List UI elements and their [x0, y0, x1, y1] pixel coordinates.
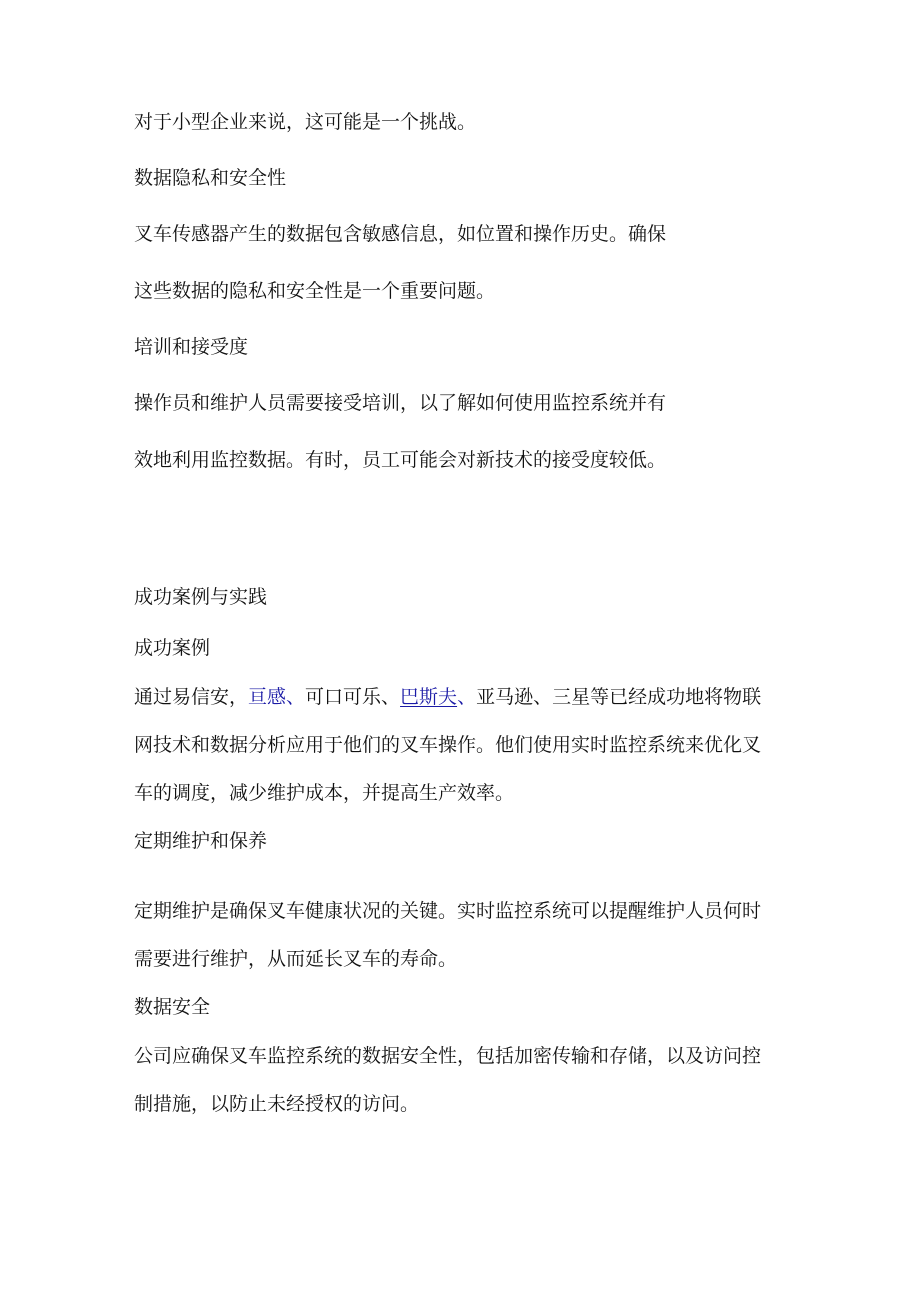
security-heading: 数据安全 [134, 996, 211, 1018]
cases-prefix: 通过易信安， [134, 686, 249, 708]
paragraph-line: 需要进行维护，从而延长叉车的寿命。 [134, 948, 458, 970]
company-link-basf[interactable]: 巴斯夫 [400, 686, 458, 708]
section-title: 成功案例与实践 [134, 586, 268, 608]
paragraph-line: 公司应确保叉车监控系统的数据安全性，包括加密传输和存储，以及访问控 [134, 1045, 762, 1067]
training-heading: 培训和接受度 [134, 336, 249, 358]
paragraph-line: 叉车传感器产生的数据包含敏感信息，如位置和操作历史。确保 [134, 223, 667, 245]
company-link-gengan[interactable]: 亘感、 [248, 686, 306, 708]
paragraph-line: 定期维护是确保叉车健康状况的关键。实时监控系统可以提醒维护人员何时 [134, 900, 762, 922]
paragraph-line: 这些数据的隐私和安全性是一个重要问题。 [134, 280, 496, 302]
paragraph-line: 车的调度，减少维护成本，并提高生产效率。 [134, 782, 515, 804]
cases-line-with-links [134, 685, 761, 709]
paragraph-line: 制措施，以防止未经授权的访问。 [134, 1093, 420, 1115]
cases-heading: 成功案例 [134, 637, 211, 659]
paragraph-line: 效地利用监控数据。有时，员工可能会对新技术的接受度较低。 [134, 449, 667, 471]
cases-suffix: 亚马逊、三星等已经成功地将物联 [476, 686, 762, 708]
paragraph-line: 对于小型企业来说，这可能是一个挑战。 [134, 111, 477, 133]
paragraph-line: 操作员和维护人员需要接受培训，以了解如何使用监控系统并有 [134, 392, 667, 414]
cases-middle: 可口可乐、 [305, 686, 401, 708]
paragraph-line: 网技术和数据分析应用于他们的叉车操作。他们使用实时监控系统来优化叉 [134, 734, 762, 756]
privacy-heading: 数据隐私和安全性 [134, 167, 287, 189]
link-separator: 、 [457, 686, 477, 708]
maintenance-heading: 定期维护和保养 [134, 830, 268, 852]
